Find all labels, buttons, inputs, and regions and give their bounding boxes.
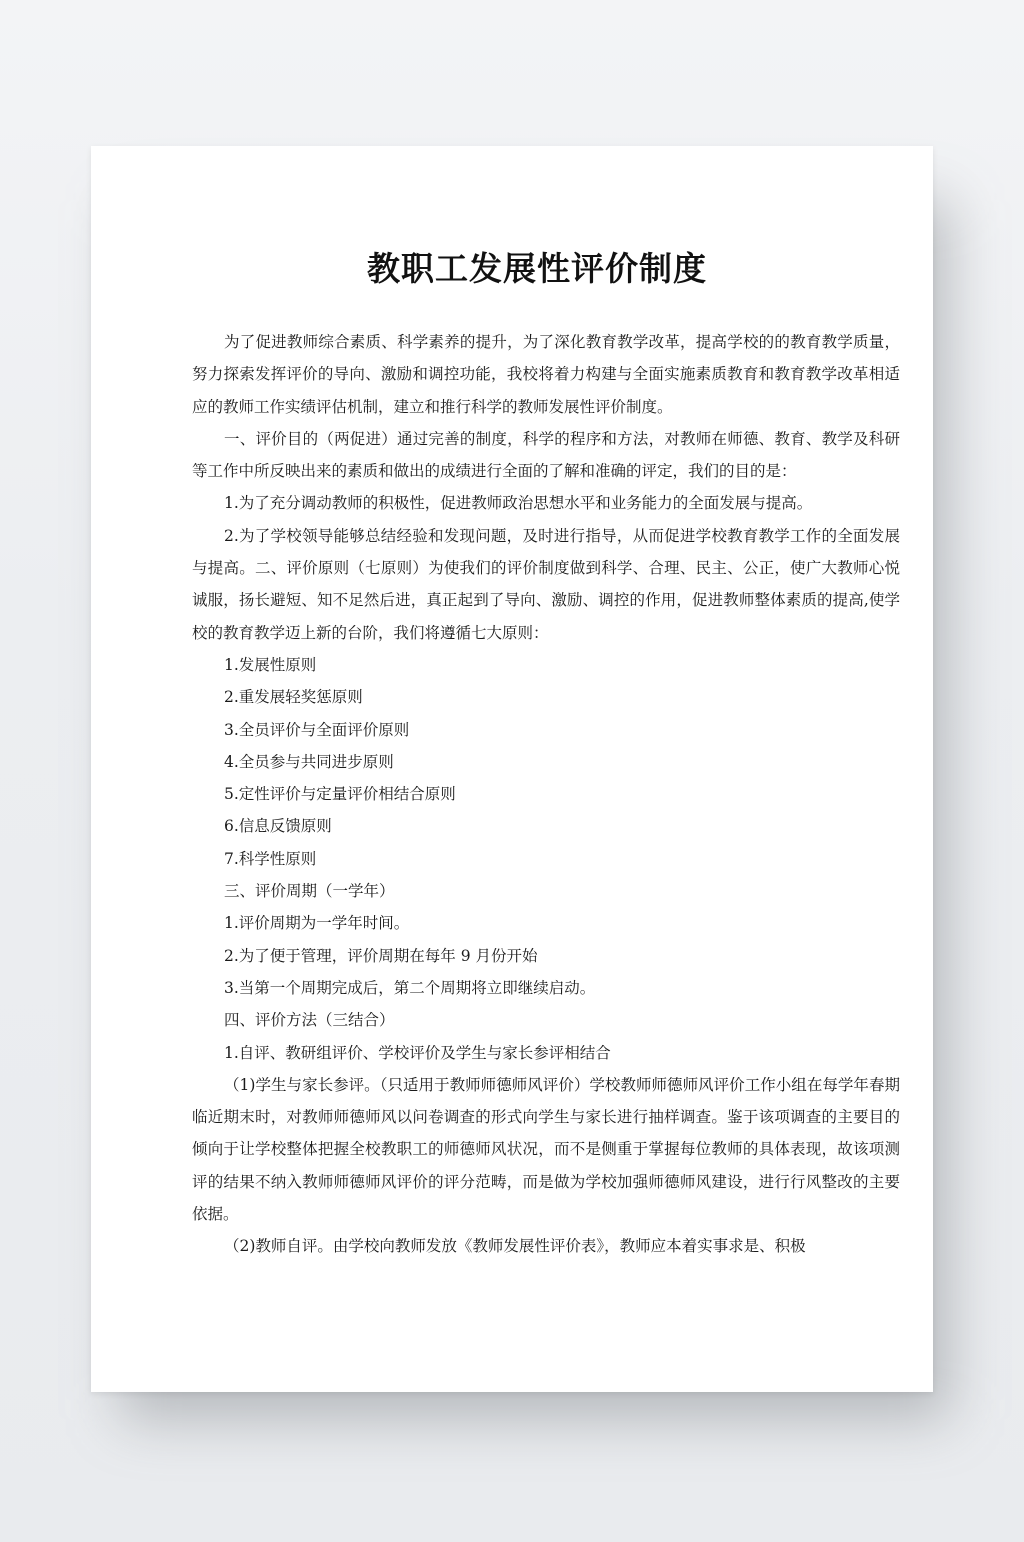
method-sub-2-paragraph: （2)教师自评。由学校向教师发放《教师发展性评价表》，教师应本着实事求是、积极: [224, 1237, 806, 1256]
principle-item-3: 3.全员评价与全面评价原则: [224, 720, 410, 739]
principle-item-6: 6.信息反馈原则: [224, 817, 332, 836]
cycle-item-3: 3.当第一个周期完成后，第二个周期将立即继续启动。: [224, 978, 596, 997]
intro-paragraph: 为了促进教师综合素质、科学素养的提升，为了深化教育教学改革，提高学校的的教育教学质量，努力探索发挥评价的导向、激励和调控功能，我校将着力构建与全面实施素质教育和教育教学改革相适应的教师工作实绩评估机制，建立和推行科学的教师发展性评价制度。: [192, 333, 900, 416]
document-title: 教职工发展性评价制度: [367, 249, 707, 288]
principle-item-2: 2.重发展轻奖惩原则: [224, 688, 363, 707]
section-1-purpose: 一、评价目的（两促进）通过完善的制度，科学的程序和方法，对教师在师德、教育、教学及科研等工作中所反映出来的素质和做出的成绩进行全面的了解和准确的评定，我们的目的是：: [192, 429, 900, 481]
cycle-item-2: 2.为了便于管理，评价周期在每年 9 月份开始: [224, 946, 538, 965]
section-4-heading: 四、评价方法（三结合）: [224, 1011, 395, 1030]
principle-item-7: 7.科学性原则: [224, 849, 317, 868]
purpose-item-2-and-section-2: 2.为了学校领导能够总结经验和发现问题，及时进行指导，从而促进学校教育教学工作的全面发展与提高。二、评价原则（七原则）为使我们的评价制度做到科学、合理、民主、公正，使广大教师心悦诚服，扬长避短、知不足然后进，真正起到了导向、激励、调控的作用，促进教师整体素质的提高,使学校的教育教学迈上新的台阶，我们将遵循七大原则：: [192, 526, 900, 642]
principle-item-5: 5.定性评价与定量评价相结合原则: [224, 785, 456, 804]
method-sub-1-paragraph: （1)学生与家长参评。（只适用于教师师德师风评价）学校教师师德师风评价工作小组在每学年春期临近期末时，对教师师德师风以问卷调查的形式向学生与家长进行抽样调查。鉴于该项调查的主要目的倾向于让学校整体把握全校教职工的师德师风状况，而不是侧重于掌握每位教师的具体表现，故该项测评的结果不纳入教师师德师风评价的评分范畴，而是做为学校加强师德师风建设，进行行风整改的主要依据。: [192, 1075, 900, 1224]
document-body: [192, 326, 900, 1263]
document-page: [91, 146, 933, 1392]
cycle-item-1: 1.评价周期为一学年时间。: [224, 914, 410, 933]
principle-item-4: 4.全员参与共同进步原则: [224, 752, 394, 771]
purpose-item-1: 1.为了充分调动教师的积极性，促进教师政治思想水平和业务能力的全面发展与提高。: [224, 494, 813, 513]
method-item-1: 1.自评、教研组评价、学校评价及学生与家长参评相结合: [224, 1043, 611, 1062]
principle-item-1: 1.发展性原则: [224, 655, 317, 674]
section-3-heading: 三、评价周期（一学年）: [224, 882, 395, 901]
